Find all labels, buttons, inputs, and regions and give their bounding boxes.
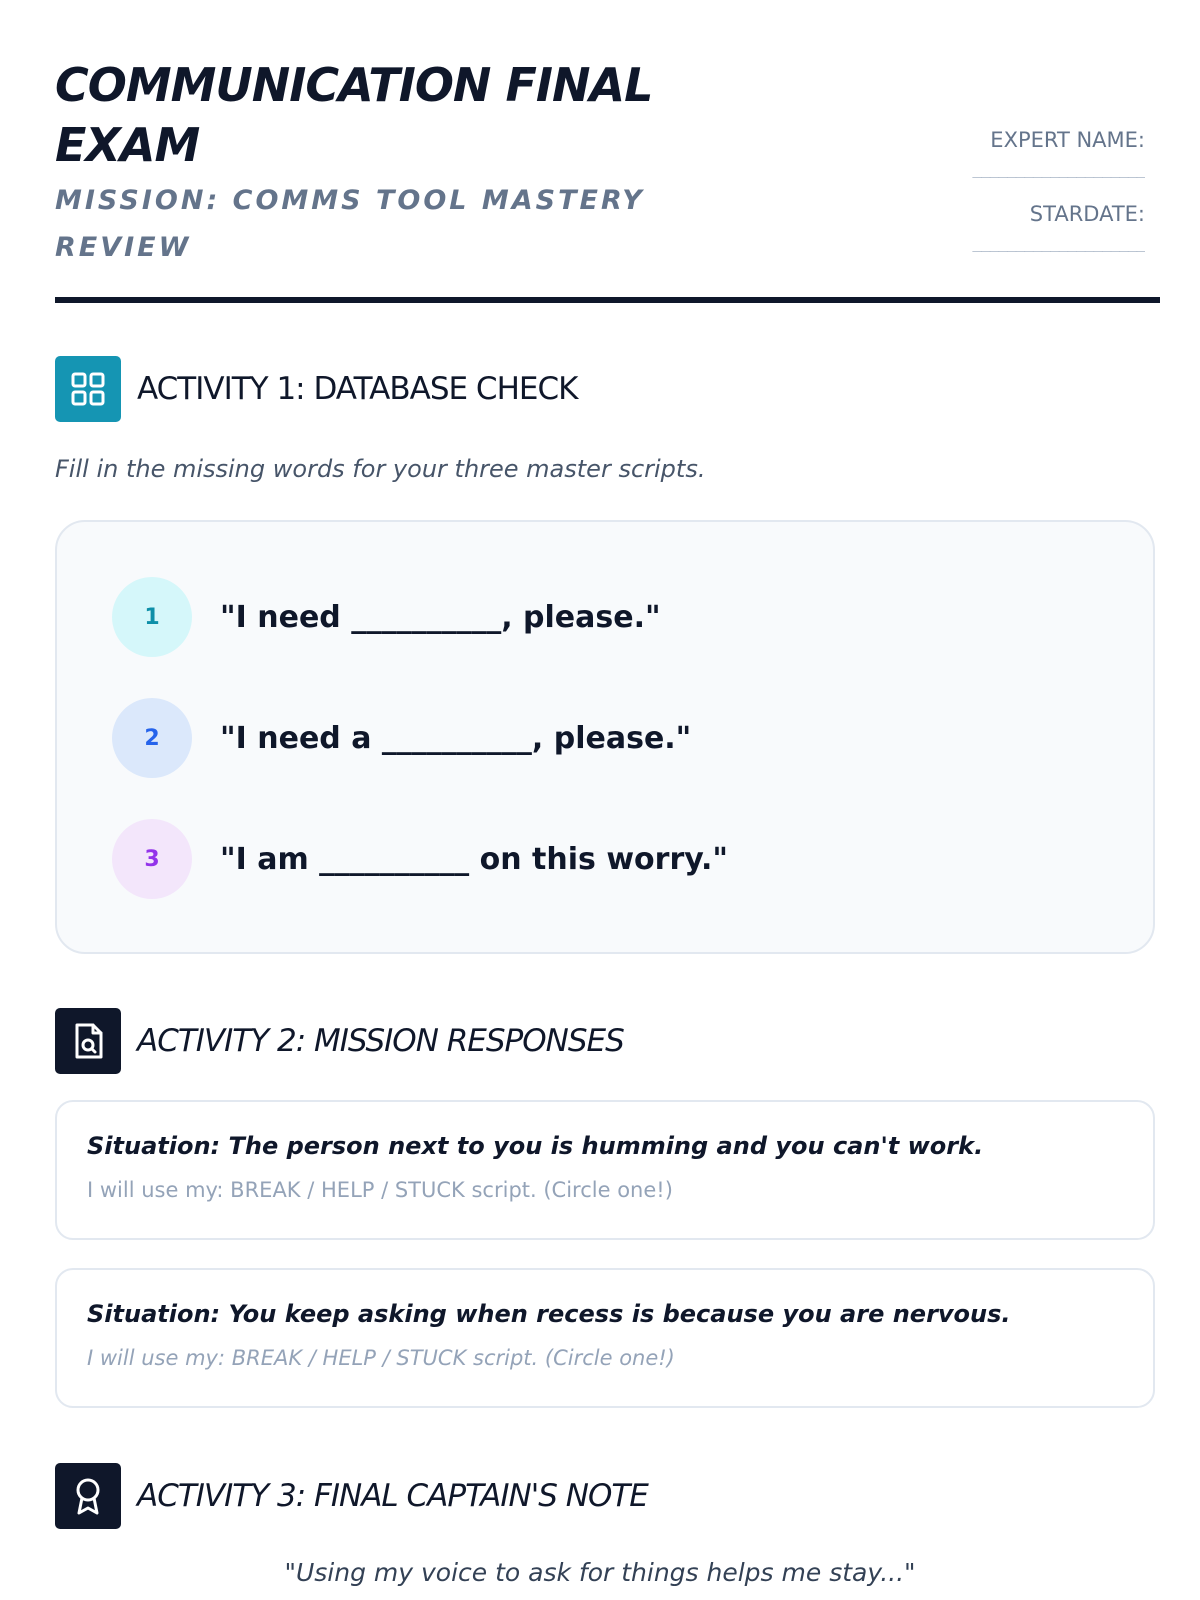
script-text[interactable]: "I need __________, please." [220,599,661,635]
activity-2-header [55,1008,624,1074]
situation-text: Situation: The person next to you is humming and you can't work. [87,1132,984,1160]
award-icon [55,1463,121,1529]
situation-text: Situation: You keep asking when recess is because you are nervous. [87,1300,1011,1328]
stardate-field[interactable]: ____________________ [972,233,1145,252]
activity-3-title: ACTIVITY 3: FINAL CAPTAIN'S NOTE [137,1478,648,1514]
script-number: 1 [112,577,192,657]
grid-icon [55,356,121,422]
script-row [112,577,661,657]
script-number: 2 [112,698,192,778]
activity-1-instructions: Fill in the missing words for your three master scripts. [55,455,706,483]
expert-name-field[interactable]: ____________________ [972,159,1145,178]
document-search-icon [55,1008,121,1074]
meta-fields [885,127,1145,275]
script-text[interactable]: "I am __________ on this worry." [220,841,729,877]
situation-hint[interactable]: I will use my: BREAK / HELP / STUCK script. (Circle one!) [87,1178,673,1202]
script-text[interactable]: "I need a __________, please." [220,720,692,756]
stardate-label: STARDATE: [1029,202,1145,226]
activity-1-title: ACTIVITY 1: DATABASE CHECK [137,371,578,407]
script-number: 3 [112,819,192,899]
page-header [55,55,1145,305]
situation-card [55,1100,1155,1240]
header-divider [55,297,1160,303]
script-row [112,819,728,899]
expert-name-label: EXPERT NAME: [990,128,1145,152]
activity-1-header [55,356,577,422]
situation-hint[interactable]: I will use my: BREAK / HELP / STUCK script. (Circle one!) [87,1346,675,1370]
scripts-card [55,520,1155,954]
page-title: COMMUNICATION FINAL EXAM [55,58,653,172]
activity-3-header [55,1463,648,1529]
script-row [112,698,691,778]
page-subtitle: MISSION: COMMS TOOL MASTERY REVIEW [55,185,645,263]
captains-note-quote[interactable]: "Using my voice to ask for things helps me stay..." [284,1558,916,1587]
situation-card [55,1268,1155,1408]
activity-2-title: ACTIVITY 2: MISSION RESPONSES [137,1023,624,1059]
